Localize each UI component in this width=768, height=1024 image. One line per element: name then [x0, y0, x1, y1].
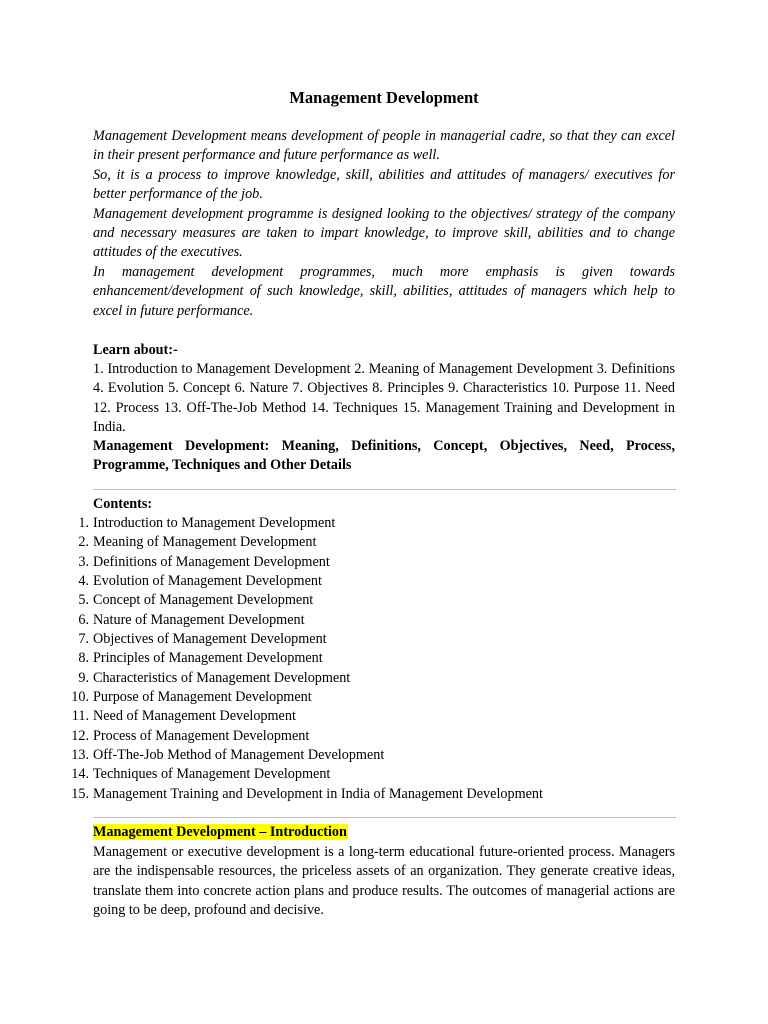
contents-list-item [0, 707, 700, 726]
list-item-number: 14. [71, 766, 89, 783]
contents-list-item [0, 765, 700, 784]
contents-list-item [0, 611, 700, 630]
list-item-text: Evolution of Management Development [93, 573, 322, 590]
list-item-number: 2. [78, 534, 89, 551]
highlighted-heading-text: Management Development – Introduction [93, 824, 347, 840]
document-subheading: Management Development: Meaning, Definitions, Concept, Objectives, Need, Process, Programme, Techniques and Other Details [93, 438, 675, 474]
contents-list-item [0, 727, 700, 746]
list-item-text: Concept of Management Development [93, 592, 314, 609]
contents-list-item [0, 688, 700, 707]
contents-list-item [0, 572, 700, 591]
list-item-number: 1. [78, 515, 89, 531]
contents-list-item [0, 785, 700, 804]
list-item-number: 15. [71, 785, 89, 802]
list-item-text: Need of Management Development [93, 708, 296, 725]
list-item-number: 3. [78, 553, 89, 570]
divider [93, 817, 676, 818]
list-item-text: Objectives of Management Development [93, 631, 327, 648]
list-item-text: Principles of Management Development [93, 650, 323, 667]
contents-list-item [0, 591, 700, 610]
list-item-text: Nature of Management Development [93, 611, 305, 628]
list-item-text: Purpose of Management Development [93, 689, 312, 706]
list-item-number: 13. [71, 747, 89, 764]
intro-text [93, 127, 675, 321]
list-item-text: Introduction to Management Development [93, 515, 336, 531]
list-item-text: Off-The-Job Method of Management Development [93, 747, 385, 764]
list-item-number: 5. [78, 592, 89, 609]
section-paragraph: Management or executive development is a long-term educational future-oriented process. Managers are the indispensable resources, the priceless assets of an organization. They generate creative ideas, translate them into concrete action plans and produce results. The outcomes of managerial actions are going to be deep, profound and decisive. [93, 844, 675, 919]
contents-list-item [0, 630, 700, 649]
list-item-number: 7. [78, 631, 89, 648]
contents-list-item [0, 649, 700, 668]
list-item-text: Techniques of Management Development [93, 766, 331, 783]
divider [93, 489, 676, 490]
list-item-number: 10. [71, 689, 89, 706]
list-item-text: Management Training and Development in India of Management Development [93, 785, 543, 802]
learn-about-heading: Learn about:- [93, 342, 178, 358]
list-item-number: 12. [71, 727, 89, 744]
learn-about-text: 1. Introduction to Management Development 2. Meaning of Management Development 3. Definitions 4. Evolution 5. Concept 6. Nature 7. Objectives 8. Principles 9. Characteristics 10. Purpose 11. Need 12. Process 13. Off-The-Job Method 14. Techniques 15. Management Training and Development in India. [93, 361, 675, 436]
intro-paragraph: In management development programmes, much more emphasis is given towards enhancement/development of such knowledge, skill, abilities, attitudes of managers which help to excel in future performance. [93, 263, 675, 319]
document-title: Management Development [289, 88, 479, 107]
contents-heading: Contents: [93, 496, 153, 512]
contents-list-item [0, 514, 700, 533]
list-item-number: 4. [78, 573, 89, 590]
list-item-number: 11. [71, 708, 89, 725]
list-item-number: 6. [78, 611, 89, 628]
list-item-text: Characteristics of Management Development [93, 669, 351, 686]
contents-list-item [0, 746, 700, 765]
list-item-text: Definitions of Management Development [93, 553, 330, 570]
intro-paragraph: So, it is a process to improve knowledge, skill, abilities and attitudes of managers/ executives for better performance of the job. [93, 166, 675, 203]
contents-list [0, 514, 700, 804]
section-body [93, 843, 675, 921]
list-item-text: Process of Management Development [93, 727, 310, 744]
list-item-text: Meaning of Management Development [93, 534, 317, 551]
list-item-number: 8. [78, 650, 89, 667]
intro-paragraph: Management Development means development of people in managerial cadre, so that they can excel in their present performance and future performance as well. [93, 128, 675, 164]
section-heading [93, 823, 348, 842]
intro-paragraph: Management development programme is designed looking to the objectives/ strategy of the company and necessary measures are taken to impart knowledge, to improve skill, abilities and to change attitudes of the executives. [93, 205, 675, 261]
learn-about-body [93, 360, 675, 438]
contents-list-item [0, 533, 700, 552]
contents-list-item [0, 669, 700, 688]
contents-list-item [0, 553, 700, 572]
list-item-number: 9. [78, 669, 89, 686]
